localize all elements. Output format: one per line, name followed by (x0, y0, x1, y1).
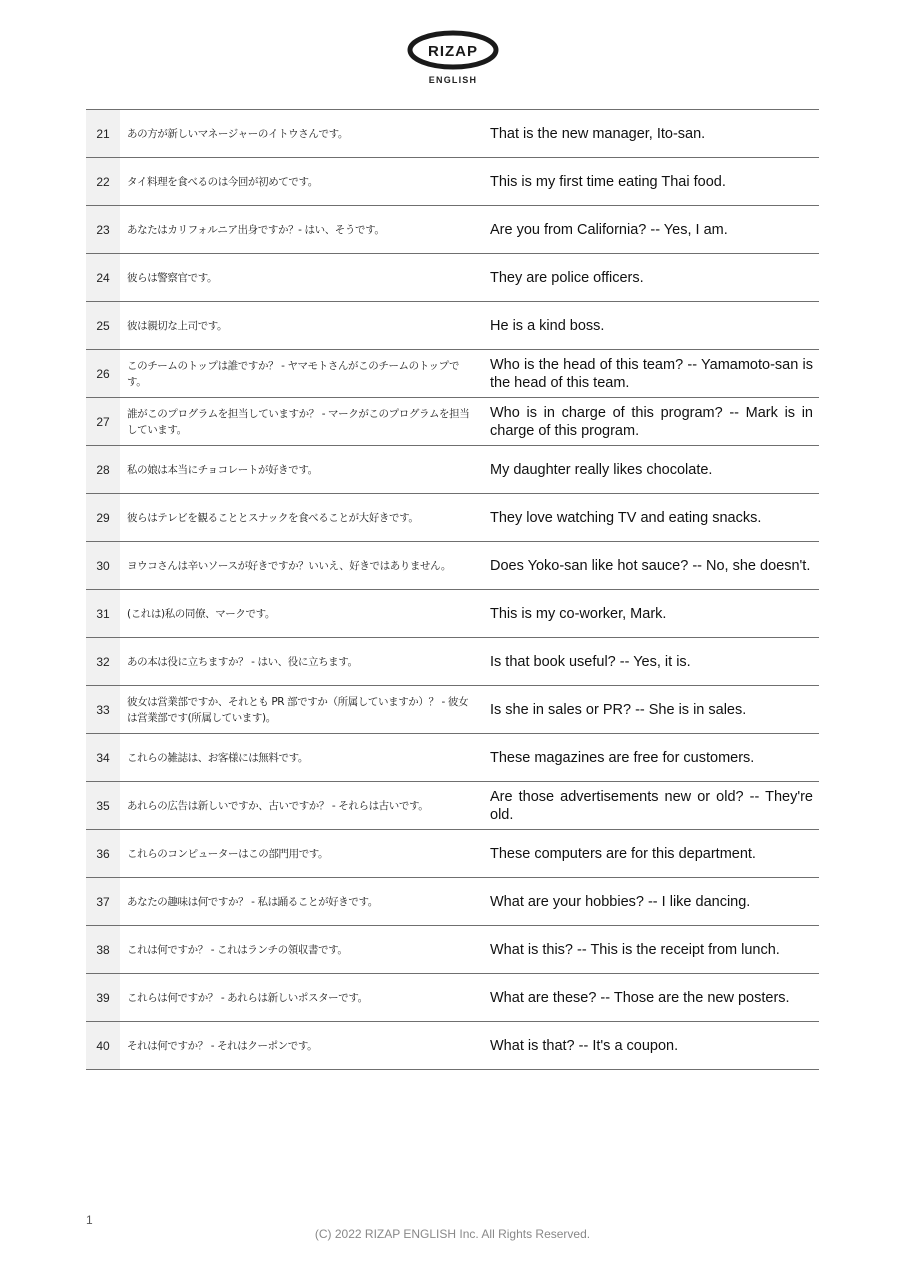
table-row (86, 1022, 819, 1070)
english-sentence: These computers are for this department. (484, 830, 819, 878)
row-number: 25 (86, 302, 120, 350)
english-sentence: What are your hobbies? -- I like dancing. (484, 878, 819, 926)
english-sentence: This is my co-worker, Mark. (484, 590, 819, 638)
japanese-sentence: ヨウコさんは辛いソースが好きですか？いいえ、好きではありません。 (120, 542, 484, 590)
row-number: 27 (86, 398, 120, 446)
table-row (86, 494, 819, 542)
english-sentence: They love watching TV and eating snacks. (484, 494, 819, 542)
english-sentence: Is that book useful? -- Yes, it is. (484, 638, 819, 686)
english-sentence: Are those advertisements new or old? -- They're old. (484, 782, 819, 830)
japanese-sentence: (これは)私の同僚、マークです。 (120, 590, 484, 638)
english-sentence: Who is in charge of this program? -- Mark is in charge of this program. (484, 398, 819, 446)
table-row (86, 926, 819, 974)
row-number: 30 (86, 542, 120, 590)
japanese-sentence: これらは何ですか？ - あれらは新しいポスターです。 (120, 974, 484, 1022)
table-row (86, 254, 819, 302)
row-number: 32 (86, 638, 120, 686)
japanese-sentence: あなたの趣味は何ですか？ - 私は踊ることが好きです。 (120, 878, 484, 926)
english-sentence: What are these? -- Those are the new posters. (484, 974, 819, 1022)
row-number: 24 (86, 254, 120, 302)
row-number: 28 (86, 446, 120, 494)
table-row (86, 206, 819, 254)
table-row (86, 350, 819, 398)
english-sentence: These magazines are free for customers. (484, 734, 819, 782)
japanese-sentence: それは何ですか？ - それはクーポンです。 (120, 1022, 484, 1070)
table-row (86, 638, 819, 686)
english-sentence: Is she in sales or PR? -- She is in sales. (484, 686, 819, 734)
row-number: 39 (86, 974, 120, 1022)
table-row (86, 734, 819, 782)
english-sentence: What is this? -- This is the receipt from lunch. (484, 926, 819, 974)
table-row (86, 398, 819, 446)
japanese-sentence: 彼らは警察官です。 (120, 254, 484, 302)
page-number: 1 (86, 1213, 93, 1227)
table-row (86, 974, 819, 1022)
row-number: 36 (86, 830, 120, 878)
rizap-emblem (407, 28, 499, 72)
japanese-sentence: あの方が新しいマネージャーのイトウさんです。 (120, 110, 484, 158)
english-sentence: My daughter really likes chocolate. (484, 446, 819, 494)
brand-logo (405, 28, 501, 90)
row-number: 37 (86, 878, 120, 926)
row-number: 22 (86, 158, 120, 206)
japanese-sentence: これは何ですか？ - これはランチの領収書です。 (120, 926, 484, 974)
english-sentence: Are you from California? -- Yes, I am. (484, 206, 819, 254)
table-row (86, 590, 819, 638)
japanese-sentence: これらのコンピューターはこの部門用です。 (120, 830, 484, 878)
english-sentence: Who is the head of this team? -- Yamamoto-san is the head of this team. (484, 350, 819, 398)
phrase-table (86, 109, 819, 1070)
table-row (86, 878, 819, 926)
row-number: 21 (86, 110, 120, 158)
row-number: 40 (86, 1022, 120, 1070)
japanese-sentence: あれらの広告は新しいですか、古いですか？ - それらは古いです。 (120, 782, 484, 830)
phrase-rows (86, 110, 819, 1070)
japanese-sentence: 彼らはテレビを観ることとスナックを食べることが大好きです。 (120, 494, 484, 542)
table-row (86, 782, 819, 830)
row-number: 31 (86, 590, 120, 638)
copyright-notice: (C) 2022 RIZAP ENGLISH Inc. All Rights Reserved. (314, 1227, 591, 1241)
japanese-sentence: 私の娘は本当にチョコレートが好きです。 (120, 446, 484, 494)
japanese-sentence: このチームのトップは誰ですか？ - ヤマモトさんがこのチームのトップです。 (120, 350, 484, 398)
japanese-sentence: これらの雑誌は、お客様には無料です。 (120, 734, 484, 782)
japanese-sentence: あなたはカリフォルニア出身ですか？- はい、そうです。 (120, 206, 484, 254)
english-sentence: That is the new manager, Ito-san. (484, 110, 819, 158)
row-number: 26 (86, 350, 120, 398)
row-number: 23 (86, 206, 120, 254)
table-row (86, 302, 819, 350)
row-number: 33 (86, 686, 120, 734)
english-sentence: Does Yoko-san like hot sauce? -- No, she doesn't. (484, 542, 819, 590)
english-sentence: They are police officers. (484, 254, 819, 302)
row-number: 35 (86, 782, 120, 830)
logo-subtitle: ENGLISH (428, 75, 478, 85)
japanese-sentence: あの本は役に立ちますか？ - はい、役に立ちます。 (120, 638, 484, 686)
logo-text: RIZAP (428, 43, 478, 60)
english-sentence: He is a kind boss. (484, 302, 819, 350)
japanese-sentence: 彼女は営業部ですか、それとも PR 部ですか（所属していますか）？ - 彼女は営業部です(所属しています)。 (120, 686, 484, 734)
table-row (86, 158, 819, 206)
table-row (86, 110, 819, 158)
row-number: 29 (86, 494, 120, 542)
table-row (86, 542, 819, 590)
english-sentence: This is my first time eating Thai food. (484, 158, 819, 206)
japanese-sentence: 彼は親切な上司です。 (120, 302, 484, 350)
table-row (86, 686, 819, 734)
row-number: 38 (86, 926, 120, 974)
table-row (86, 830, 819, 878)
japanese-sentence: タイ料理を食べるのは今回が初めてです。 (120, 158, 484, 206)
english-sentence: What is that? -- It's a coupon. (484, 1022, 819, 1070)
row-number: 34 (86, 734, 120, 782)
table-row (86, 446, 819, 494)
japanese-sentence: 誰がこのプログラムを担当していますか？ - マークがこのプログラムを担当しています。 (120, 398, 484, 446)
